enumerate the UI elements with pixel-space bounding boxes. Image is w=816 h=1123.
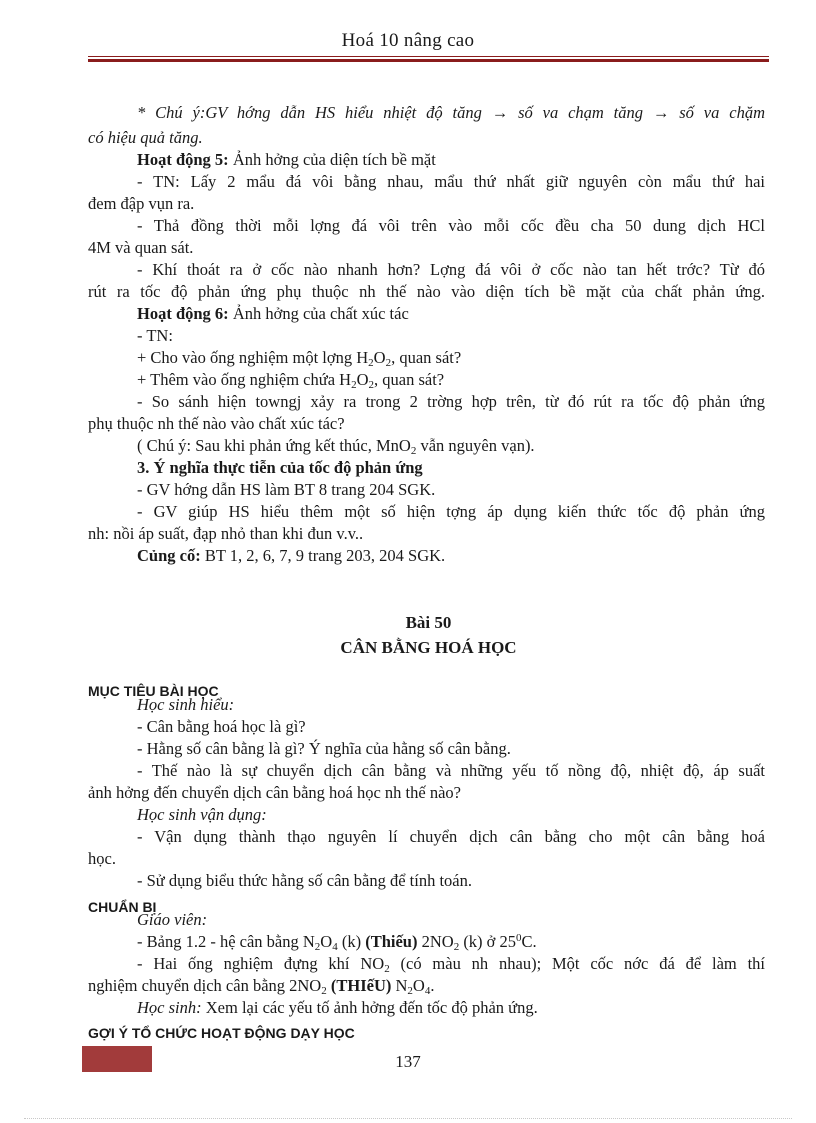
text-span: nghiệm chuyển dịch cân bằng 2NO [88,976,322,995]
text-line: phụ thuộc nh thế nào vào chất xúc tác? [88,414,345,433]
activity-6-title: Ảnh hởng của chất xúc tác [228,304,409,323]
page-header-title: Hoá 10 nâng cao [341,30,475,51]
section-heading-activities: GỢI Ý TỔ CHỨC HOẠT ĐỘNG DẠY HỌC [88,1025,355,1041]
text-line: ảnh hởng đến chuyển dịch cân bằng hoá học nh thế nào? [88,783,461,802]
subscript: 2 [351,379,357,391]
subscript: 4 [424,985,431,997]
header-rule-thick [88,59,769,62]
text-line: đem đập vụn ra. [88,194,195,213]
subscript: 2 [321,985,327,997]
text-span: . [430,976,435,995]
activity-6-label: Hoạt động 6: [137,304,229,323]
note-line-cont: có hiệu quả tăng. [88,128,203,147]
text-line: nh: nồi áp suất, đạp nhỏ than khi đun v.v.. [88,524,364,543]
text-line: - Hằng số cân bằng là gì? Ý nghĩa của hằng số cân bằng. [137,739,511,758]
text-line: - GV hớng dẫn HS làm BT 8 trang 204 SGK. [137,480,436,499]
text-line: - Cân bằng hoá học là gì? [137,717,306,736]
page-bottom-dotted-rule [24,1118,792,1119]
text-span: - Bảng 1.2 - hệ cân bằng N [137,932,315,951]
missing-arrow-note: (THIếU) [326,976,392,995]
lesson-number: Bài 50 [405,613,452,632]
missing-arrow-note: (Thiếu) [365,932,418,951]
note-line: * Chú ý:GV hớng dẫn HS hiểu nhiệt độ tăng → số va chạm tăng → số va chặm [137,103,765,122]
consolidation-line [137,545,765,567]
subheading-students-apply: Học sinh vận dụng: [137,805,267,824]
activity-5-heading [137,149,765,171]
text-line: - Thả đồng thời mỗi lợng đá vôi trên vào mỗi cốc đều cha 50 dung dịch HCl [137,216,765,235]
text-span: C. [521,932,537,951]
text-span: (k) [337,932,366,951]
text-line: - GV giúp HS hiểu thêm một số hiện tợng áp dụng kiến thức tốc độ phản ứng [137,502,765,521]
subheading-teacher: Giáo viên: [137,910,208,929]
text-span: (có màu nh nhau); Một cốc nớc đá để làm thí [389,954,766,973]
text-span: + Thêm vào ống nghiệm chứa H [137,370,352,389]
text-span: vẫn nguyên vạn). [416,436,535,455]
text-line: - Thế nào là sự chuyển dịch cân bằng và những yếu tố nồng độ, nhiệt độ, áp suất [137,761,765,780]
subheading-students: Học sinh: [137,998,202,1017]
subscript: 2 [407,985,413,997]
subscript: 2 [368,379,374,391]
subscript: 2 [453,941,460,953]
text-line [137,369,765,391]
text-span: - Hai ống nghiệm đựng khí NO [137,954,385,973]
subheading-students-understand: Học sinh hiểu: [137,695,235,714]
students-prep-text: Xem lại các yếu tố ảnh hởng đến tốc độ phản ứng. [201,998,538,1017]
text-span: O [356,370,369,389]
consolidation-label: Củng cố: [137,546,201,565]
subscript: 2 [410,445,417,457]
text-line: - TN: Lấy 2 mẩu đá vôi bằng nhau, mẩu thứ nhất giữ nguyên còn mẩu thứ hai [137,172,765,191]
text-line: - Khí thoát ra ở cốc nào nhanh hơn? Lợng đá vôi ở cốc nào tan hết trớc? Từ đó [137,260,765,279]
text-span: 2NO [417,932,454,951]
text-line [88,975,765,997]
text-line: - So sánh hiện towngj xảy ra trong 2 trờng hợp trên, từ đó rút ra tốc độ phản ứng [137,392,765,411]
text-line: - TN: [137,326,173,345]
page-number: 137 [395,1052,421,1071]
text-span: , quan sát? [391,348,462,367]
header-rule-thin [88,56,769,57]
text-line: - Vận dụng thành thạo nguyên lí chuyển dịch cân bằng cho một cân bằng hoá [137,827,765,846]
text-span: O [373,348,386,367]
students-prep-line [137,997,765,1019]
section-heading-preparation: CHUẨN BỊ [88,899,157,915]
text-line: - Sử dụng biểu thức hằng số cân bằng để tính toán. [137,871,472,890]
text-line: học. [88,849,116,868]
subscript: 4 [332,941,338,953]
text-line [137,347,765,369]
text-span: N [391,976,408,995]
text-span: (k) ở 25 [459,932,517,951]
text-span: ( Chú ý: Sau khi phản ứng kết thúc, MnO [137,436,411,455]
text-line [137,953,765,975]
text-line [137,931,765,953]
section-heading-objectives: MỤC TIÊU BÀI HỌC [88,683,219,699]
subscript: 2 [384,963,390,975]
activity-5-title: Ảnh hởng của diện tích bề mặt [228,150,436,169]
text-span: + Cho vào ống nghiệm một lợng H [137,348,369,367]
activity-6-heading [137,303,765,325]
consolidation-text: BT 1, 2, 6, 7, 9 trang 203, 204 SGK. [200,546,446,565]
lesson-title: CÂN BẰNG HOÁ HỌC [340,638,517,657]
text-span: , quan sát? [374,370,445,389]
text-line [137,435,765,457]
superscript: 0 [516,932,522,944]
subscript: 2 [385,357,392,369]
section-3-heading: 3. Ý nghĩa thực tiễn của tốc độ phản ứng [137,458,423,477]
subscript: 2 [314,941,321,953]
subscript: 2 [368,357,374,369]
activity-5-label: Hoạt động 5: [137,150,229,169]
text-span: O [412,976,425,995]
text-span: O [320,932,333,951]
text-line: 4M và quan sát. [88,238,194,257]
text-line: rút ra tốc độ phản ứng phụ thuộc nh thế nào vào diện tích bề mặt của chất phản ứng. [88,282,765,301]
